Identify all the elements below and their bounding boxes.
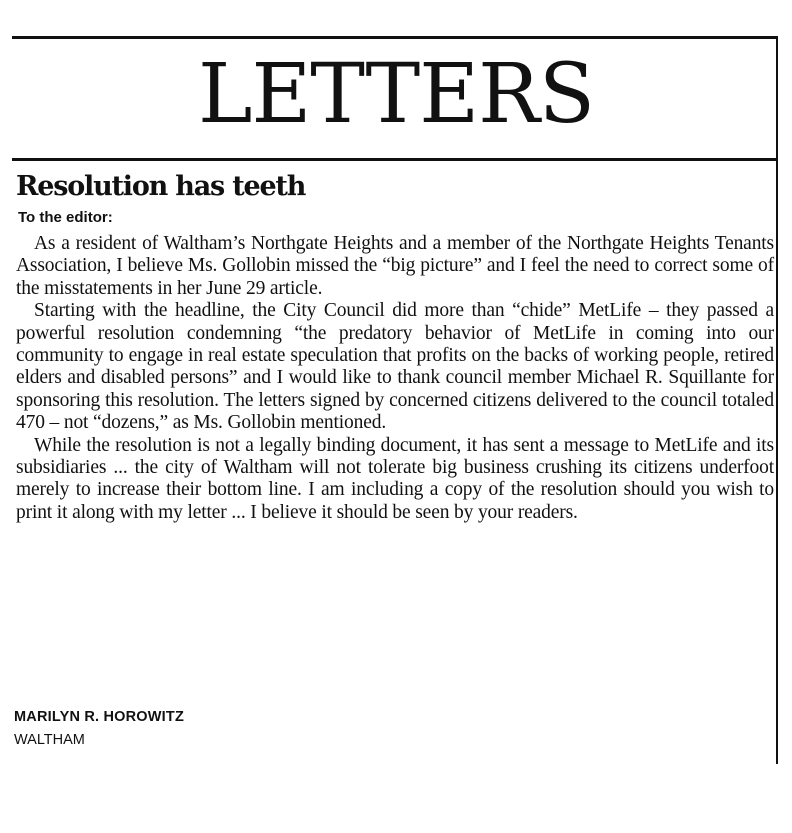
letter-body bbox=[16, 233, 774, 524]
section-masthead: LETTERS bbox=[198, 47, 594, 142]
letter-paragraph: While the resolution is not a legally binding document, it has sent a message to MetLife and its subsidiaries ... the city of Waltham will not tolerate big business crushing its citizens underfoot merely to increase their bottom line. I am including a copy of the resolution should you wish to print it along with my letter ... I believe it should be seen by your readers. bbox=[16, 434, 774, 523]
letter-author: MARILYN R. HOROWITZ bbox=[14, 709, 185, 725]
letter-headline: Resolution has teeth bbox=[16, 171, 306, 202]
letter-salutation: To the editor: bbox=[18, 209, 113, 226]
masthead-rule bbox=[12, 158, 778, 161]
letter-location: WALTHAM bbox=[14, 732, 85, 748]
letter-paragraph: As a resident of Waltham’s Northgate Heights and a member of the Northgate Heights Tenants Association, I believe Ms. Gollobin missed the “big picture” and I feel the need to correct some of the misstatements in her June 29 article. bbox=[16, 233, 774, 299]
top-rule bbox=[12, 36, 778, 39]
letter-paragraph: Starting with the headline, the City Council did more than “chide” MetLife – they passed a powerful resolution condemning “the predatory behavior of MetLife in coming into our community to engage in real estate speculation that profits on the backs of working people, retired elders and disabled persons” and I would like to thank council member Michael R. Squillante for sponsoring this resolution. The letters signed by concerned citizens delivered to the council totaled 470 – not “dozens,” as Ms. Gollobin mentioned. bbox=[16, 300, 774, 434]
